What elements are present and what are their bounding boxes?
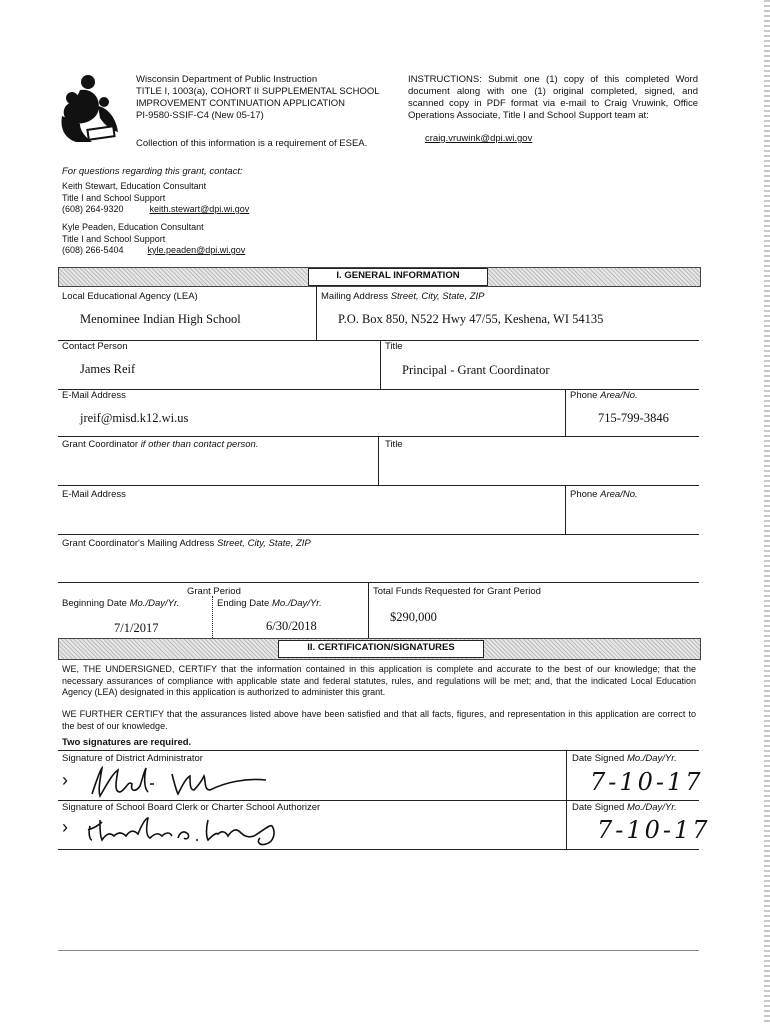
mailing-value[interactable]: P.O. Box 850, N522 Hwy 47/55, Keshena, WI 54135 [338,312,604,326]
collection-note: Collection of this information is a requirement of ESEA. [136,138,368,149]
form-title-line2: IMPROVEMENT CONTINUATION APPLICATION [136,98,346,109]
gc-title-label: Title [385,439,403,450]
certify-paragraph-1: WE, THE UNDERSIGNED, CERTIFY that the information contained in this application is complete and accurate to the best of our knowledge; that the necessary assurances of compliance with applicable state and federal statutes, rules, and regulations will be met; and, that the indicated Local Education Agency (LEA) designated in this application is authorized to administer this grant. [62,664,696,697]
contact-2-dept: Title I and School Support [62,233,166,244]
form-title-line1: TITLE I, 1003(a), COHORT II SUPPLEMENTAL SCHOOL [136,86,380,97]
begin-date-label: Beginning Date Mo./Day/Yr. [62,598,180,609]
date1-value[interactable]: 7-10-17 [590,768,704,796]
gc-phone-label: Phone Area/No. [570,489,638,500]
gc-email-field[interactable] [60,502,562,532]
contact-1-dept: Title I and School Support [62,192,166,203]
contact-1-email-link[interactable]: keith.stewart@dpi.wi.gov [149,204,250,214]
certify-paragraph-2: WE FURTHER CERTIFY that the assurances listed above have been satisfied and that all facts, figures, and representation in this application are correct to the best of our knowledge. [62,709,697,731]
contacts-heading: For questions regarding this grant, contact: [62,166,243,177]
gc-mailing-label: Grant Coordinator's Mailing Address Street, City, State, ZIP [62,538,311,549]
contact-2 [62,222,245,257]
phone-label: Phone Area/No. [570,390,638,401]
sig2-label: Signature of School Board Clerk or Charter School Authorizer [62,802,321,813]
scan-edge [764,0,770,1024]
email-value[interactable]: jreif@misd.k12.wi.us [80,411,189,425]
two-signatures-note: Two signatures are required. [62,737,192,748]
contact-2-name: Kyle Peaden, Education Consultant [62,222,204,232]
instructions: INSTRUCTIONS: Submit one (1) copy of this completed Word document along with one (1) original completed, signed, and scanned copy in PDF format via e-mail to Craig Vruwink, Office Operations Associate, Title I and School Support team at: [408,74,698,121]
gc-title-field[interactable] [382,452,696,484]
contact-1-phone: (608) 264-9320 [62,204,124,214]
gc-email-label: E-Mail Address [62,489,126,500]
sig1-arrow-icon: › [62,770,68,790]
section-ii-title: II. CERTIFICATION/SIGNATURES [278,640,484,658]
contact-2-phone: (608) 266-5404 [62,245,124,255]
section-i-title: I. GENERAL INFORMATION [308,268,488,286]
mailing-label: Mailing Address Street, City, State, ZIP [321,291,485,302]
title-label: Title [385,341,403,352]
funds-value[interactable]: $290,000 [390,610,437,624]
dpi-family-logo-icon [58,72,128,144]
funds-label: Total Funds Requested for Grant Period [373,586,541,597]
instructions-email-link[interactable]: craig.vruwink@dpi.wi.gov [425,133,533,144]
contact-person-label: Contact Person [62,341,128,352]
contact-1-name: Keith Stewart, Education Consultant [62,181,207,191]
sig2-arrow-icon: › [62,817,68,837]
end-date-label: Ending Date Mo./Day/Yr. [217,598,322,609]
gc-phone-field[interactable] [568,502,696,532]
lea-value[interactable]: Menominee Indian High School [80,312,241,326]
agency-name: Wisconsin Department of Public Instruction [136,74,318,85]
sig1-label: Signature of District Administrator [62,753,203,764]
phone-value[interactable]: 715-799-3846 [598,411,669,425]
begin-date-value[interactable]: 7/1/2017 [114,621,159,635]
contact-2-email-link[interactable]: kyle.peaden@dpi.wi.gov [147,245,246,255]
contact-person-value[interactable]: James Reif [80,362,136,376]
grant-period-label: Grant Period [187,586,241,597]
title-value[interactable]: Principal - Grant Coordinator [402,363,550,377]
grant-coordinator-label: Grant Coordinator if other than contact person. [62,439,259,450]
sig1-signature[interactable] [86,762,276,802]
date2-label: Date Signed Mo./Day/Yr. [572,802,677,813]
form-id: PI-9580-SSIF-C4 (New 05-17) [136,110,264,121]
lea-label: Local Educational Agency (LEA) [62,291,198,302]
gc-name-field[interactable] [60,452,376,484]
sig2-signature[interactable] [84,810,304,850]
end-date-value[interactable]: 6/30/2018 [266,619,317,633]
header-agency-block [136,74,396,122]
gc-mailing-field[interactable] [60,552,696,580]
date1-label: Date Signed Mo./Day/Yr. [572,753,677,764]
email-label: E-Mail Address [62,390,126,401]
contact-1 [62,181,249,216]
date2-value[interactable]: 7-10-17 [597,816,711,844]
